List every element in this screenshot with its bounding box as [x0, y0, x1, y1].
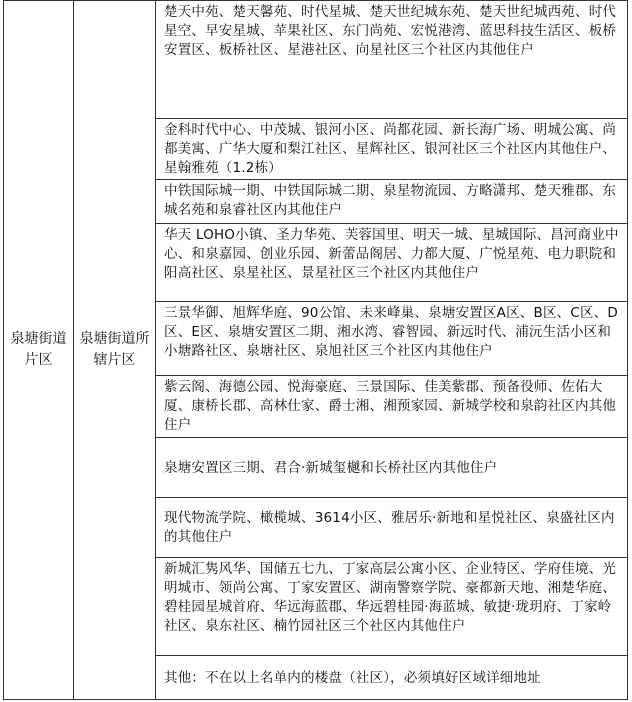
table-row	[156, 375, 628, 437]
row-text: 三景华御、旭辉华庭、90公馆、未来峰巢、泉塘安置区A区、B区、C区、D区、E区、泉塘安置区二期、湘水湾、睿智园、新远时代、浦沅生活小区和小塘路社区、泉塘社区、泉旭社区三个社区内其他住户	[164, 304, 618, 360]
row-text: 泉塘安置区三期、君合·新城玺樾和长桥社区内其他住户	[164, 459, 498, 476]
table-row	[156, 437, 628, 497]
row-text: 紫云阁、海德公园、悦海豪庭、三景国际、佳美紫郡、预备役师、佐佑大厦、康桥长郡、高林仕家、爵士湘、湘预家园、新城学校和泉韵社区内其他住户	[164, 378, 617, 434]
row-text: 现代物流学院、橄榄城、3614小区、雅居乐·新地和星悦社区、泉盛社区内的其他住户	[164, 509, 615, 546]
row-text: 楚天中苑、楚天馨苑、时代星城、楚天世纪城东苑、楚天世纪城西苑、时代星空、早安星城、苹果社区、东门尚苑、宏悦港湾、蓝思科技生活区、板桥安置区、板桥社区、星港社区、向星社区三个社区内其他住户	[164, 4, 617, 59]
row-text: 新城汇隽风华、国储五七九、丁家高层公寓小区、企业特区、学府佳境、光明城市、领尚公寓、丁家安置区、湖南警察学院、豪都新天地、湘楚华庭、碧桂园星城首府、华远海蓝郡、华远碧桂园·海蓝城、敏捷·珑玥府、丁家岭社区、泉东社区、楠竹园社区三个社区内其他住户	[164, 560, 617, 635]
row-text: 金科时代中心、中茂城、银河小区、尚都花园、新长海广场、明城公寓、尚都美寓、广华大厦和梨江社区、星辉社区、银河社区三个社区内其他住户、星翰雅苑（1.2栋）	[164, 122, 617, 177]
district-cell	[4, 1, 74, 700]
row-text: 华天 LOHO小镇、圣力华苑、芙蓉国里、明天一城、星城国际、昌河商业中心、和泉嘉园、创业乐园、新蕾品阁居、力都大厦、广悦星苑、电力职院和阳高社区、泉星社区、景星社区三个社区内其他住户	[164, 226, 619, 282]
subdistrict-label: 泉塘街道所辖片区	[79, 330, 150, 368]
district-label: 泉塘街道片区	[10, 330, 67, 368]
row-text: 中铁国际城一期、中铁国际城二期、泉星物流园、方略潇邦、楚天雅郡、东城名苑和泉睿社区内其他住户	[164, 182, 617, 218]
row-text: 其他：不在以上名单内的楼盘（社区），必须填好区域详细地址	[164, 669, 541, 686]
table-row	[156, 301, 628, 375]
subdistrict-cell	[74, 1, 156, 700]
table-row	[156, 1, 628, 119]
community-table	[3, 0, 628, 700]
table-row	[156, 557, 628, 655]
table-row	[156, 223, 628, 301]
table-row	[156, 497, 628, 557]
table-row	[156, 119, 628, 180]
table-row	[156, 179, 628, 223]
table-row	[156, 655, 628, 699]
